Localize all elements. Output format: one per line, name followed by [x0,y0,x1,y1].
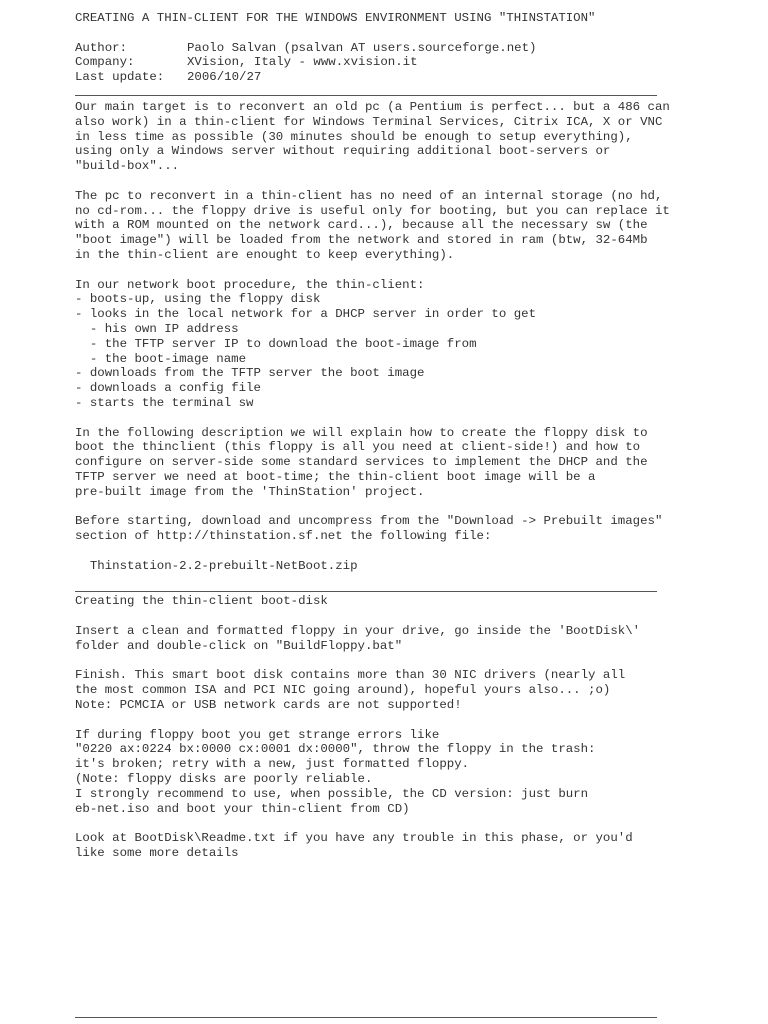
text-line: boot the thinclient (this floppy is all you need at client-side!) and how to [75,440,641,455]
text-line: the most common ISA and PCI NIC going around), hopeful yours also... ;o) [75,683,611,698]
text-line: no cd-rom... the floppy drive is useful only for booting, but you can replace it [75,203,670,218]
list-item: - downloads a config file [75,381,261,396]
meta-label: Company: [75,55,135,70]
list-item: - looks in the local network for a DHCP server in order to get [75,307,537,322]
list-item: - downloads from the TFTP server the boot image [75,366,425,381]
text-line: The pc to reconvert in a thin-client has no need of an internal storage (no hd, [75,188,663,203]
bootdisk-paragraph-1 [75,624,675,654]
meta-value: XVision, Italy - www.xvision.it [187,55,418,70]
section-heading: Creating the thin-client boot-disk [75,594,328,609]
text-line: it's broken; retry with a new, just formatted floppy. [75,757,470,772]
text-line: pre-built image from the 'ThinStation' project. [75,484,425,499]
meta-value: Paolo Salvan (psalvan AT users.sourceforge.net) [187,40,537,55]
text-line: Insert a clean and formatted floppy in your drive, go inside the 'BootDisk\' [75,624,641,639]
boot-procedure-list [75,278,675,411]
text-line: like some more details [75,846,239,861]
text-line: I strongly recommend to use, when possible, the CD version: just burn [75,786,589,801]
section-divider [75,1017,657,1018]
meta-value: 2006/10/27 [187,70,262,85]
meta-author [75,41,675,56]
meta-label: Author: [75,40,128,55]
intro-paragraph-1 [75,100,675,174]
text-line: Look at BootDisk\Readme.txt if you have any trouble in this phase, or you'd [75,831,633,846]
list-item: - his own IP address [75,321,239,336]
text-line: TFTP server we need at boot-time; the thin-client boot image will be a [75,469,596,484]
text-line: using only a Windows server without requiring additional boot-servers or [75,144,611,159]
text-line: in the thin-client are enought to keep everything). [75,247,455,262]
text-line: In our network boot procedure, the thin-client: [75,277,425,292]
meta-company [75,55,675,70]
text-line: If during floppy boot you get strange errors like [75,727,440,742]
document-page [75,11,675,861]
meta-last-update [75,70,675,85]
text-line: Before starting, download and uncompress from the "Download -> Prebuilt images" [75,514,663,529]
text-line: section of http://thinstation.sf.net the following file: [75,529,492,544]
document-title: CREATING A THIN-CLIENT FOR THE WINDOWS ENVIRONMENT USING "THINSTATION" [75,11,596,25]
list-item: - starts the terminal sw [75,395,254,410]
text-line: with a ROM mounted on the network card...), because all the necessary sw (the [75,218,648,233]
bootdisk-paragraph-2 [75,668,675,712]
meta-label: Last update: [75,70,165,85]
bootdisk-paragraph-4 [75,831,675,861]
text-line: configure on server-side some standard services to implement the DHCP and the [75,455,648,470]
text-line: eb-net.iso and boot your thin-client from CD) [75,801,410,816]
text-line: Finish. This smart boot disk contains more than 30 NIC drivers (nearly all [75,668,626,683]
text-line: "build-box"... [75,159,180,174]
text-line: In the following description we will explain how to create the floppy disk to [75,425,648,440]
text-line: Note: PCMCIA or USB network cards are not supported! [75,698,462,713]
text-line: in less time as possible (30 minutes should be enough to setup everything), [75,129,633,144]
text-line: Our main target is to reconvert an old pc (a Pentium is perfect... but a 486 can [75,99,670,114]
text-line: also work) in a thin-client for Windows Terminal Services, Citrix ICA, X or VNC [75,114,663,129]
intro-paragraph-2 [75,189,675,263]
text-line: (Note: floppy disks are poorly reliable. [75,772,373,787]
text-line: folder and double-click on "BuildFloppy.bat" [75,638,403,653]
intro-paragraph-5 [75,514,675,544]
download-filename: Thinstation-2.2-prebuilt-NetBoot.zip [75,558,358,573]
text-line: "0220 ax:0224 bx:0000 cx:0001 dx:0000", throw the floppy in the trash: [75,742,596,757]
list-item: - boots-up, using the floppy disk [75,292,321,307]
list-item: - the boot-image name [75,351,247,366]
text-line: "boot image") will be loaded from the network and stored in ram (btw, 32-64Mb [75,233,648,248]
document-meta [75,41,675,85]
list-item: - the TFTP server IP to download the boot-image from [75,336,477,351]
bootdisk-paragraph-3 [75,728,675,817]
intro-paragraph-4 [75,426,675,500]
